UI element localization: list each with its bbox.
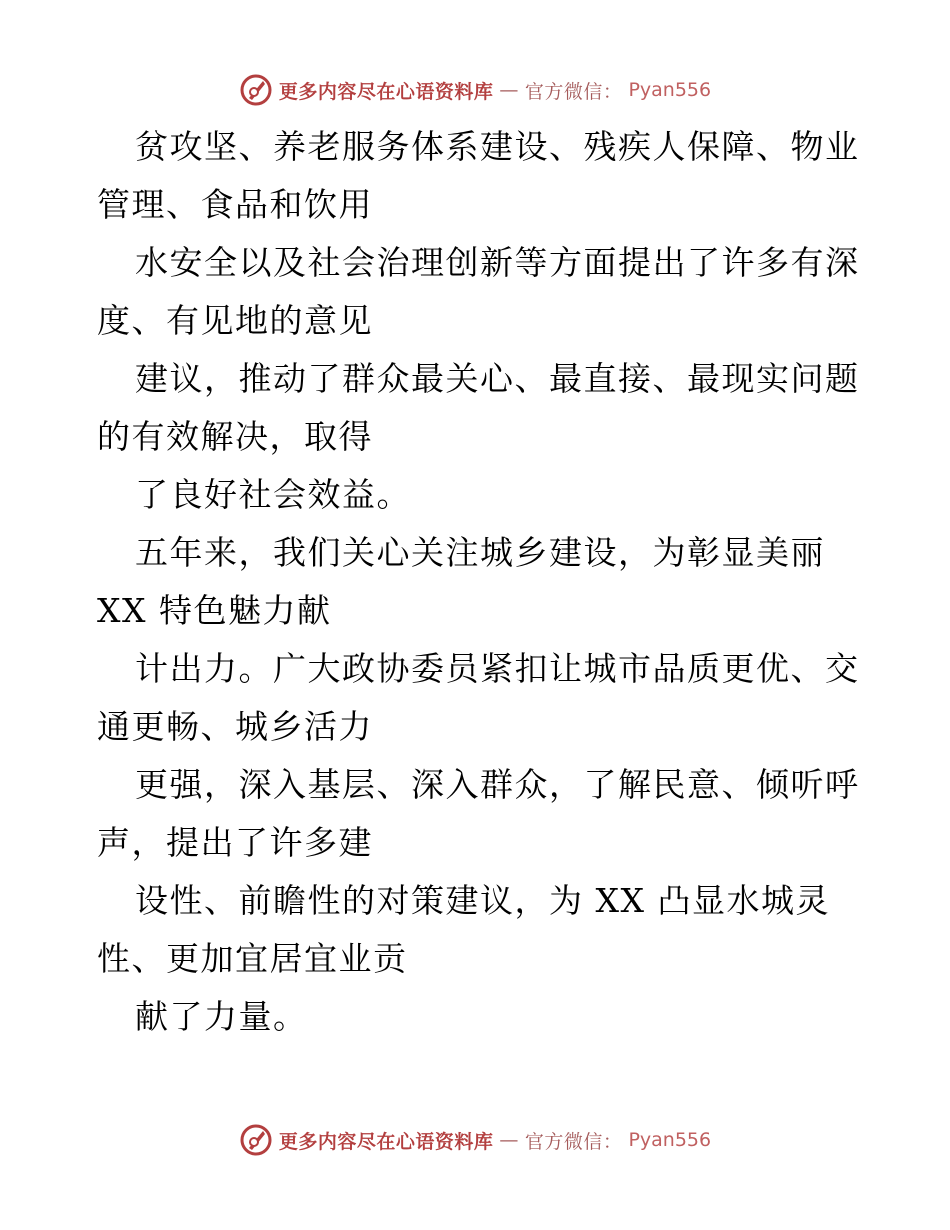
watermark-brand: 更多内容尽在心语资料库 [278, 1130, 494, 1153]
paragraph-line: 建议，推动了群众最关心、最直接、最现实问题 [135, 359, 860, 398]
header-watermark [0, 70, 950, 110]
paragraph-line: 献了力量。 [135, 997, 308, 1036]
paragraph [97, 350, 860, 466]
paragraph [97, 524, 857, 640]
paragraph-line: 性、更加宜居宜业贡 [97, 939, 408, 978]
paragraph [97, 118, 860, 234]
paragraph [97, 234, 860, 350]
quill-circle-icon [239, 73, 273, 107]
document-body [97, 118, 860, 1046]
paragraph-line: 水安全以及社会治理创新等方面提出了许多有深 [135, 243, 860, 282]
paragraph-line: 声，提出了许多建 [97, 823, 373, 862]
watermark-separator: — [499, 79, 519, 101]
paragraph-line: 更强，深入基层、深入群众，了解民意、倾听呼 [135, 765, 860, 804]
paragraph [97, 988, 857, 1046]
watermark-brand: 更多内容尽在心语资料库 [278, 80, 494, 103]
paragraph [97, 466, 857, 524]
paragraph-line: 管理、食品和饮用 [97, 185, 373, 224]
paragraph-line: 贫攻坚、养老服务体系建设、残疾人保障、物业 [135, 127, 860, 166]
paragraph [97, 640, 860, 756]
watermark-wechat-label: 官方微信： [524, 1130, 623, 1153]
paragraph-line: 计出力。广大政协委员紧扣让城市品质更优、交 [135, 649, 860, 688]
paragraph-line: 的有效解决，取得 [97, 417, 373, 456]
paragraph [97, 872, 857, 988]
watermark-wechat-id: Pyan556 [628, 79, 712, 101]
paragraph-line: 设性、前瞻性的对策建议，为 XX 凸显水城灵 [135, 881, 830, 920]
paragraph-line: 五年来，我们关心关注城乡建设，为彰显美丽 [135, 533, 825, 572]
paragraph [97, 756, 860, 872]
paragraph-line: XX 特色魅力献 [97, 591, 332, 630]
watermark-wechat-id: Pyan556 [628, 1129, 712, 1151]
paragraph-line: 通更畅、城乡活力 [97, 707, 373, 746]
watermark-wechat-label: 官方微信： [524, 80, 623, 103]
footer-watermark [0, 1120, 950, 1160]
watermark-separator: — [499, 1129, 519, 1151]
paragraph-line: 了良好社会效益。 [135, 475, 411, 514]
paragraph-line: 度、有见地的意见 [97, 301, 373, 340]
quill-circle-icon [239, 1123, 273, 1157]
